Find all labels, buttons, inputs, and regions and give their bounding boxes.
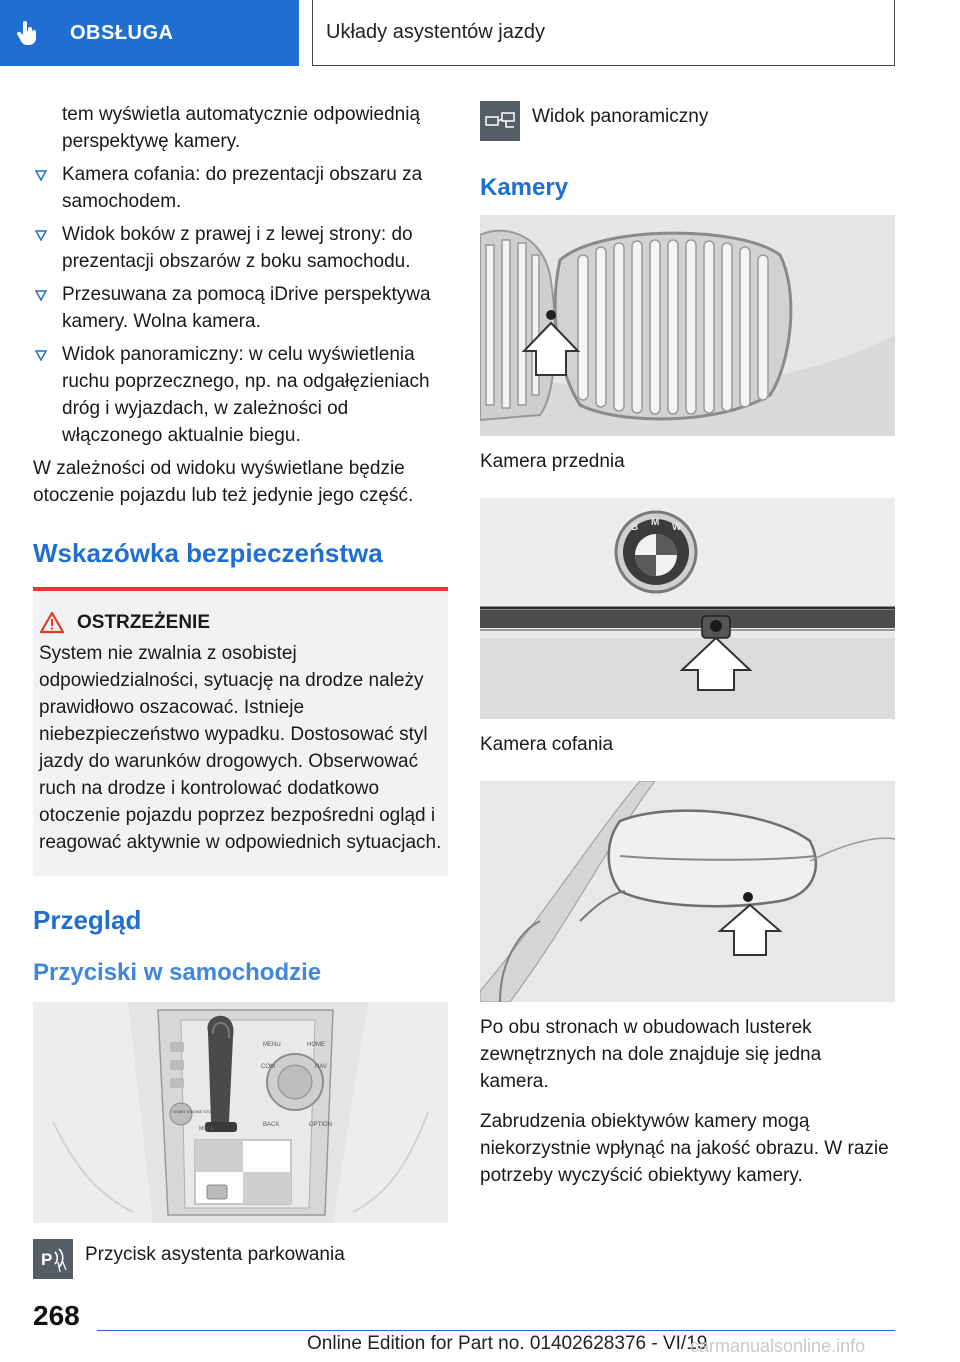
triangle-bullet-icon <box>35 230 47 241</box>
side-camera-lens <box>743 892 753 902</box>
svg-text:P: P <box>41 1250 53 1269</box>
start-stop-button <box>170 1103 192 1125</box>
console-menu-label: MENU <box>263 1042 281 1048</box>
triangle-bullet-icon <box>35 170 47 181</box>
right-column <box>480 101 895 1189</box>
warning-triangle-icon <box>39 611 65 634</box>
bullet-list <box>33 161 448 449</box>
bullet-text: Widok panoramiczny: w celu wyświetlenia ruchu poprzecznego, np. na odgałęzieniach dróg i wyjazdach, w zależności od włączonego aktualnie biegu. <box>62 344 430 446</box>
logo-letter: W <box>672 522 682 533</box>
page-number: 268 <box>33 1300 80 1331</box>
panoramic-view-icon <box>480 101 520 141</box>
left-column <box>33 101 448 1279</box>
console-start-label: START ENGINE STOP <box>173 1109 215 1114</box>
console-home-label: HOME <box>307 1042 325 1048</box>
rear-camera-illustration <box>480 498 895 719</box>
front-camera-caption: Kamera przednia <box>480 451 625 472</box>
warning-text: System nie zwalnia z osobistej odpowiedzialności, sytuację na drodze należy prawidłowo oszacować. Istnieje niebezpieczeństwo wypadku. Dostosować styl jazdy do warunków drogowych. Obserwować ruch na drodze i kontrolować dodatkowo otoczenie pojazdu poprzez bezpośredni ogląd i reagować aktywnie w odpowiednich sytuacjach. <box>39 643 442 853</box>
panoramic-view-legend <box>480 101 895 141</box>
overview-heading: Przegląd <box>33 905 142 935</box>
parking-assist-icon <box>33 1239 73 1279</box>
console-button <box>170 1060 184 1070</box>
footer-divider <box>97 1330 895 1331</box>
console-button <box>170 1078 184 1088</box>
triangle-bullet-icon <box>35 350 47 361</box>
logo-letter: M <box>651 517 660 528</box>
list-item <box>33 161 448 215</box>
safety-heading: Wskazówka bezpieczeństwa <box>33 538 383 568</box>
bullet-text: Widok boków z prawej i z lewej strony: do prezentacji obszarów z boku samochodu. <box>62 224 413 272</box>
warning-title: OSTRZEŻENIE <box>77 611 211 633</box>
console-button <box>170 1042 184 1052</box>
list-item <box>33 221 448 275</box>
section-label: OBSŁUGA <box>70 21 174 44</box>
buttons-heading: Przyciski w samochodzie <box>33 959 322 986</box>
rear-camera-lens <box>710 620 722 632</box>
hand-pointer-icon <box>0 0 52 66</box>
side-camera-paragraph: Po obu stronach w obudowach lusterek zewnętrznych na dole znajduje się jedna kamera. <box>480 1017 822 1092</box>
bullet-text: Przesuwana za pomocą iDrive perspektywa kamery. Wolna kamera. <box>62 284 431 332</box>
list-item <box>33 341 448 449</box>
logo-letter: B <box>631 522 639 533</box>
cameras-heading: Kamery <box>480 174 569 201</box>
warning-header <box>39 611 442 634</box>
chapter-header <box>312 0 895 66</box>
watermark: carmanualsonline.info <box>690 1336 866 1356</box>
front-camera-illustration <box>480 215 895 436</box>
side-camera-illustration <box>480 781 895 1002</box>
intro-continuation: tem wyświetla automatycznie odpowiednią perspektywę kamery. <box>62 104 421 152</box>
console-option-label: OPTION <box>309 1122 333 1128</box>
warning-box <box>33 587 448 876</box>
panoramic-caption: Widok panoramiczny <box>532 106 709 127</box>
center-console-illustration <box>33 1002 448 1223</box>
console-nav-label: NAV <box>315 1064 327 1070</box>
parking-button-caption: Przycisk asystenta parkowania <box>85 1244 345 1265</box>
view-paragraph: W zależności od widoku wyświetlane będzie otoczenie pojazdu lub też jedynie jego część. <box>33 458 414 506</box>
section-tab[interactable] <box>0 0 299 66</box>
rear-camera-caption: Kamera cofania <box>480 734 614 755</box>
dirty-lens-paragraph: Zabrudzenia obiektywów kamery mogą niekorzystnie wpłynąć na jakość obrazu. W razie potrzeby wyczyścić obiektywy kamery. <box>480 1111 889 1186</box>
console-com-label: COM <box>261 1064 275 1070</box>
chapter-title: Układy asystentów jazdy <box>326 21 545 43</box>
triangle-bullet-icon <box>35 290 47 301</box>
edition-text: Online Edition for Part no. 01402628376 - VI/19 <box>307 1333 708 1354</box>
console-back-label: BACK <box>263 1122 280 1128</box>
parking-assist-console-button <box>207 1185 227 1199</box>
console-mode-label: MODE <box>199 1126 214 1132</box>
front-camera-lens <box>546 310 556 320</box>
list-item <box>33 281 448 335</box>
parking-button-legend <box>33 1239 448 1279</box>
bullet-text: Kamera cofania: do prezentacji obszaru za samochodem. <box>62 164 423 212</box>
